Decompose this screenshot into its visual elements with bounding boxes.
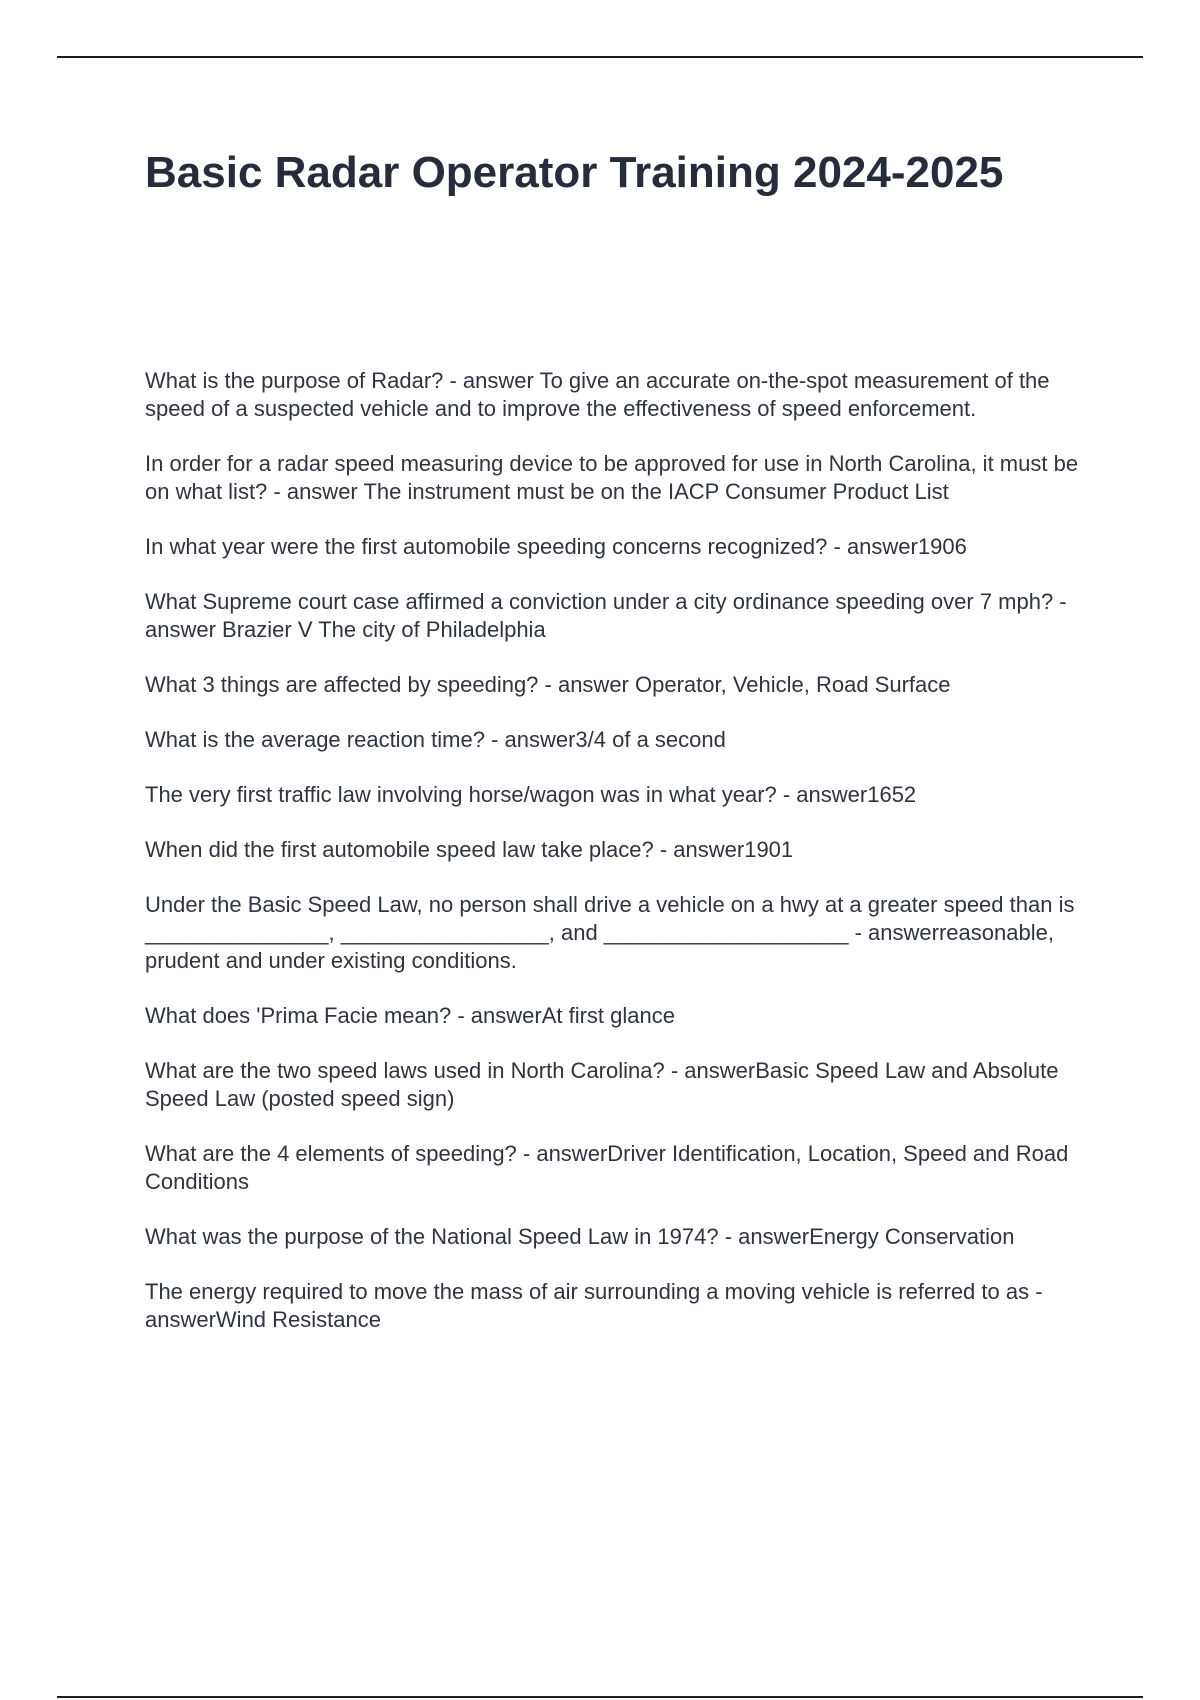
- qa-item: What are the 4 elements of speeding? - answerDriver Identification, Location, Speed and Road Conditions: [145, 1141, 1069, 1194]
- qa-item: In what year were the first automobile speeding concerns recognized? - answer1906: [145, 534, 967, 559]
- qa-item: What is the average reaction time? - answer3/4 of a second: [145, 727, 726, 752]
- qa-item: What are the two speed laws used in North Carolina? - answerBasic Speed Law and Absolute Speed Law (posted speed sign): [145, 1058, 1059, 1111]
- qa-item: In order for a radar speed measuring device to be approved for use in North Carolina, it must be on what list? - answer The instrument must be on the IACP Consumer Product List: [145, 451, 1079, 504]
- bottom-divider: [57, 1696, 1143, 1698]
- document-title: Basic Radar Operator Training 2024-2025: [145, 148, 1004, 197]
- qa-item: What is the purpose of Radar? - answer To give an accurate on-the-spot measurement of the speed of a suspected vehicle and to improve the effectiveness of speed enforcement.: [145, 368, 1050, 421]
- qa-item: What does 'Prima Facie mean? - answerAt first glance: [145, 1003, 675, 1028]
- qa-list: [145, 367, 1085, 1361]
- qa-item: When did the first automobile speed law take place? - answer1901: [145, 837, 794, 862]
- qa-item: What Supreme court case affirmed a conviction under a city ordinance speeding over 7 mph? - answer Brazier V The city of Philadelphia: [145, 589, 1067, 642]
- qa-item: Under the Basic Speed Law, no person shall drive a vehicle on a hwy at a greater speed than is _______________, _________________, and ____________________ - answerreasonable, prudent and under existing conditions.: [145, 892, 1075, 973]
- qa-item: The very first traffic law involving horse/wagon was in what year? - answer1652: [145, 782, 917, 807]
- qa-item: What 3 things are affected by speeding? - answer Operator, Vehicle, Road Surface: [145, 672, 951, 697]
- qa-item: The energy required to move the mass of air surrounding a moving vehicle is referred to as - answerWind Resistance: [145, 1279, 1043, 1332]
- top-divider: [57, 56, 1143, 58]
- qa-item: What was the purpose of the National Speed Law in 1974? - answerEnergy Conservation: [145, 1224, 1015, 1249]
